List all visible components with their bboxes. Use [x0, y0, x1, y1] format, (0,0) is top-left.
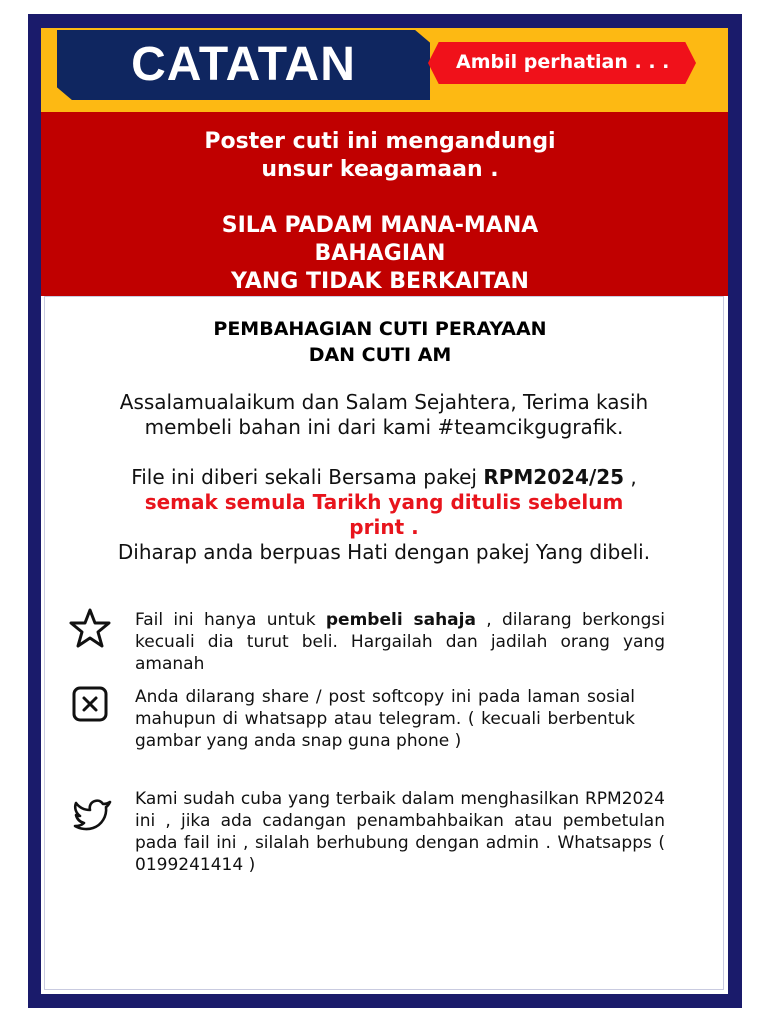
twitter-bird-icon: [72, 792, 116, 836]
close-box-icon: [68, 682, 112, 726]
closing-line: Diharap anda berpuas Hati dengan pakej Yang dibeli.: [117, 540, 651, 564]
package-suffix: ,: [624, 465, 637, 489]
warning-line: Poster cuti ini mengandungi: [204, 129, 556, 154]
note-emphasis: pembeli sahaja: [325, 610, 476, 630]
check-warning: semak semula Tarikh yang ditulis sebelum: [144, 490, 624, 514]
package-prefix: File ini diberi sekali Bersama pakej: [131, 465, 484, 489]
package-line: [60, 465, 708, 490]
note-text: Fail ini hanya untuk: [135, 610, 326, 630]
warning-line: SILA PADAM MANA-MANA: [221, 213, 539, 238]
warning-line: unsur keagamaan .: [261, 157, 499, 182]
greeting-line: Assalamualaikum dan Salam Sejahtera, Terima kasih: [119, 390, 649, 414]
note-no-sharing: Anda dilarang share / post softcopy ini pada laman sosial mahupun di whatsapp atau telegram. ( kecuali berbentuk gambar yang anda snap guna phone ): [135, 687, 635, 751]
attention-tag-label: Ambil perhatian . . .: [456, 51, 670, 73]
warning-line: BAHAGIAN: [314, 241, 446, 266]
check-warning: print .: [349, 515, 419, 539]
package-name: RPM2024/25: [483, 465, 625, 489]
page-title: CATATAN: [131, 38, 356, 91]
warning-text: [41, 128, 719, 296]
section-heading: [44, 316, 716, 368]
note-buyers-only: [135, 609, 665, 675]
note-text: , dilarang berkongsi kecuali dia turut beli. Hargailah dan jadilah orang yang amanah: [135, 610, 665, 674]
heading-line: DAN CUTI AM: [308, 344, 452, 366]
note-feedback: Kami sudah cuba yang terbaik dalam menghasilkan RPM2024 ini , jika ada cadangan penambahbaikan atau pembetulan pada fail ini , silalah berhubung dengan admin . Whatsapps ( 0199241414 ): [135, 789, 665, 875]
intro-text: [60, 390, 708, 565]
greeting-line: membeli bahan ini dari kami #teamcikgugrafik.: [144, 415, 624, 439]
heading-line: PEMBAHAGIAN CUTI PERAYAAN: [213, 318, 547, 340]
warning-line: YANG TIDAK BERKAITAN: [231, 269, 529, 294]
star-icon: [68, 606, 112, 650]
